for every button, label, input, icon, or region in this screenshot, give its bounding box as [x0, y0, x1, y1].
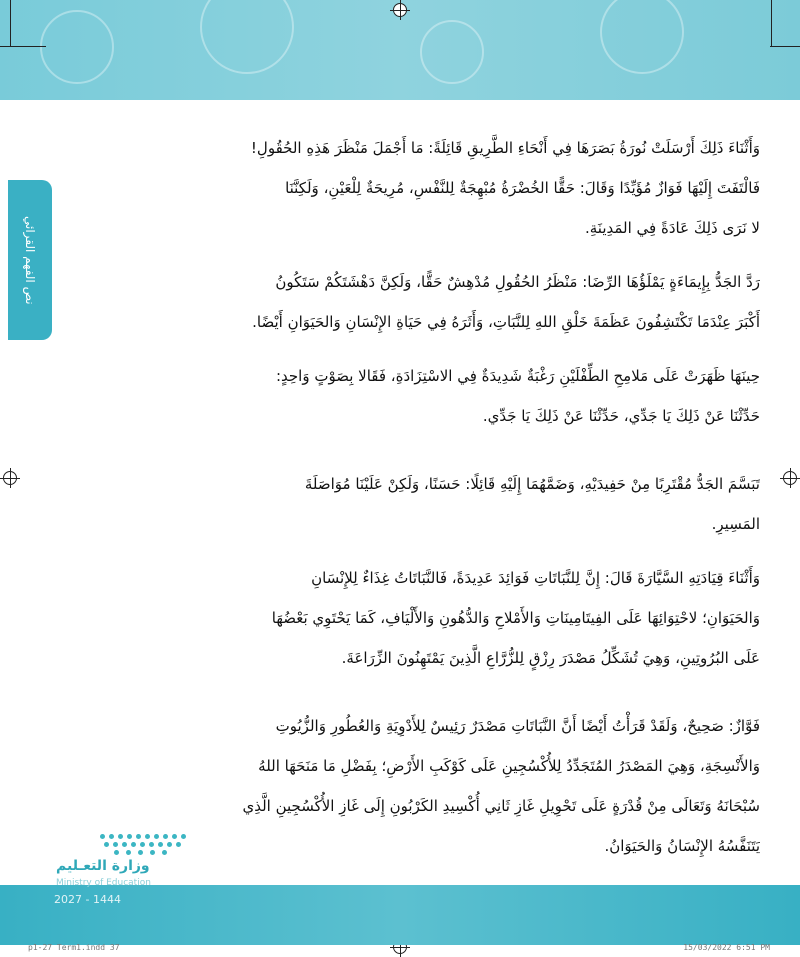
text-line: أَكْبَرَ عِنْدَمَا تَكْتَشِفُونَ عَظَمَةَ خَلْقِ اللهِ لِلنَّبَاتِ، وَأَثَرَهُ فِي حَيَاةِ الإِنْسَانِ وَالحَيَوَانِ أَيْضًا. [252, 313, 760, 331]
decorative-circle [420, 20, 484, 84]
decorative-circle [40, 10, 114, 84]
paragraph [60, 464, 760, 544]
ministry-name-arabic: وزارة التعـليم [56, 858, 150, 874]
text-line: حَدِّثْنَا عَنْ ذَلِكَ يَا جَدِّي، حَدِّثْنَا عَنْ ذَلِكَ يَا جَدِّي. [482, 407, 760, 425]
reading-text [60, 128, 760, 880]
paragraph [60, 356, 760, 436]
text-line: وَأَثْنَاءَ قِيَادَتِهِ السَّيَّارَةَ قَالَ: إِنَّ لِلنَّبَاتَاتِ فَوَائِدَ عَدِيدَةً، فَالنَّبَاتَاتُ غِذَاءٌ لِلإِنْسَانِ [311, 569, 760, 587]
crop-mark [770, 46, 800, 47]
text-line: وَالحَيَوَانِ؛ لاحْتِوَائِهَا عَلَى الفِيتَامِينَاتِ وَالأَمْلاحِ وَالدُّهُونِ وَالأَلْيَافِ، كَمَا يَحْتَوِي بَعْضُهَا [271, 609, 760, 627]
text-line: عَلَى البُرُوتِينِ، وَهِيَ تُشَكِّلُ مَصْدَرَ رِزْقٍ لِلزُّرَّاعِ الَّذِينَ يَمْتَهِنُونَ الزِّرَاعَةَ. [341, 649, 760, 667]
ministry-name-english: Ministry of Education [56, 878, 151, 888]
registration-mark-icon [3, 471, 17, 485]
decorative-circle [600, 0, 684, 74]
text-line: تَبَسَّمَ الجَدُّ مُقْتَرِبًا مِنْ حَفِيدَيْهِ، وَضَمَّهُمَا إِلَيْهِ قَائِلًا: حَسَنًا، وَلَكِنْ عَلَيْنَا مُوَاصَلَةَ [304, 475, 760, 493]
text-line: وَأَثْنَاءَ ذَلِكَ أَرْسَلَتْ نُورَةُ بَصَرَهَا فِي أَنْحَاءِ الطَّرِيقِ قَائِلَةً: مَا أَجْمَلَ مَنْظَرَ هَذِهِ الحُقُولِ! [250, 139, 760, 157]
text-line: لا نَرَى ذَلِكَ عَادَةً فِي المَدِينَةِ. [584, 219, 760, 237]
crop-mark [771, 0, 772, 46]
decorative-circle [200, 0, 294, 74]
crop-mark [10, 0, 11, 46]
text-line: فَوَّازٌ: صَحِيحٌ، وَلَقَدْ قَرَأْتُ أَيْضًا أَنَّ النَّبَاتَاتِ مَصْدَرٌ رَئِيسٌ لِلأَدْوِيَةِ وَالعُطُورِ وَالزُّيُوتِ [275, 717, 760, 735]
text-line: يَتَنَفَّسُهُ الإِنْسَانُ وَالحَيَوَانُ. [604, 837, 760, 855]
text-line: المَسِيرِ. [711, 515, 760, 533]
registration-mark-icon [783, 471, 797, 485]
text-line: حِينَهَا ظَهَرَتْ عَلَى مَلامِحِ الطِّفْلَيْنِ رَغْبَةٌ شَدِيدَةٌ فِي الاسْتِزَادَةِ، فَقَالا بِصَوْتٍ وَاحِدٍ: [275, 367, 760, 385]
crop-mark [0, 46, 46, 47]
paragraph [60, 128, 760, 248]
text-line: رَدَّ الجَدُّ بِإِيمَاءَةٍ يَمْلَؤُهَا الرِّضَا: مَنْظَرُ الحُقُولِ مُدْهِشٌ حَقًّا، وَلَكِنَّ دَهْشَتَكُمْ سَتَكُونُ [275, 273, 760, 291]
print-slug-date: 15/03/2022 6:51 PM [683, 943, 770, 952]
logo-dots-icon [100, 828, 190, 858]
registration-mark-icon [393, 3, 407, 17]
ministry-logo [56, 820, 196, 890]
side-tab-label: نص الفهم القرائي [23, 215, 37, 305]
text-line: فَالْتَفَتَ إِلَيْهَا فَوَازٌ مُؤَيِّدًا وَقَالَ: حَقًّا الخُضْرَةُ مُبْهِجَةٌ لِلنَّفْسِ، مُرِيحَةٌ لِلْعَيْنِ، وَلَكِنَّنَا [285, 179, 760, 197]
section-side-tab [8, 180, 52, 340]
paragraph [60, 262, 760, 342]
print-slug-file: p1-27 Term1.indd 37 [28, 943, 120, 952]
text-line: وَالأَنْسِجَةِ، وَهِيَ المَصْدَرُ المُتَجَدِّدُ لِلأُكْسُجِينِ عَلَى كَوْكَبِ الأَرْضِ؛ بِفَضْلِ مَا مَنَحَهَا اللهُ [258, 757, 760, 775]
paragraph [60, 558, 760, 678]
text-line: سُبْحَانَهُ وَتَعَالَى مِنْ قُدْرَةٍ عَلَى تَحْوِيلِ غَازِ ثَانِي أُكْسِيدِ الكَرْبُونِ إِلَى غَازِ الأُكْسُجِينِ الَّذِي [242, 797, 760, 815]
edition-year: 2027 - 1444 [54, 893, 121, 906]
